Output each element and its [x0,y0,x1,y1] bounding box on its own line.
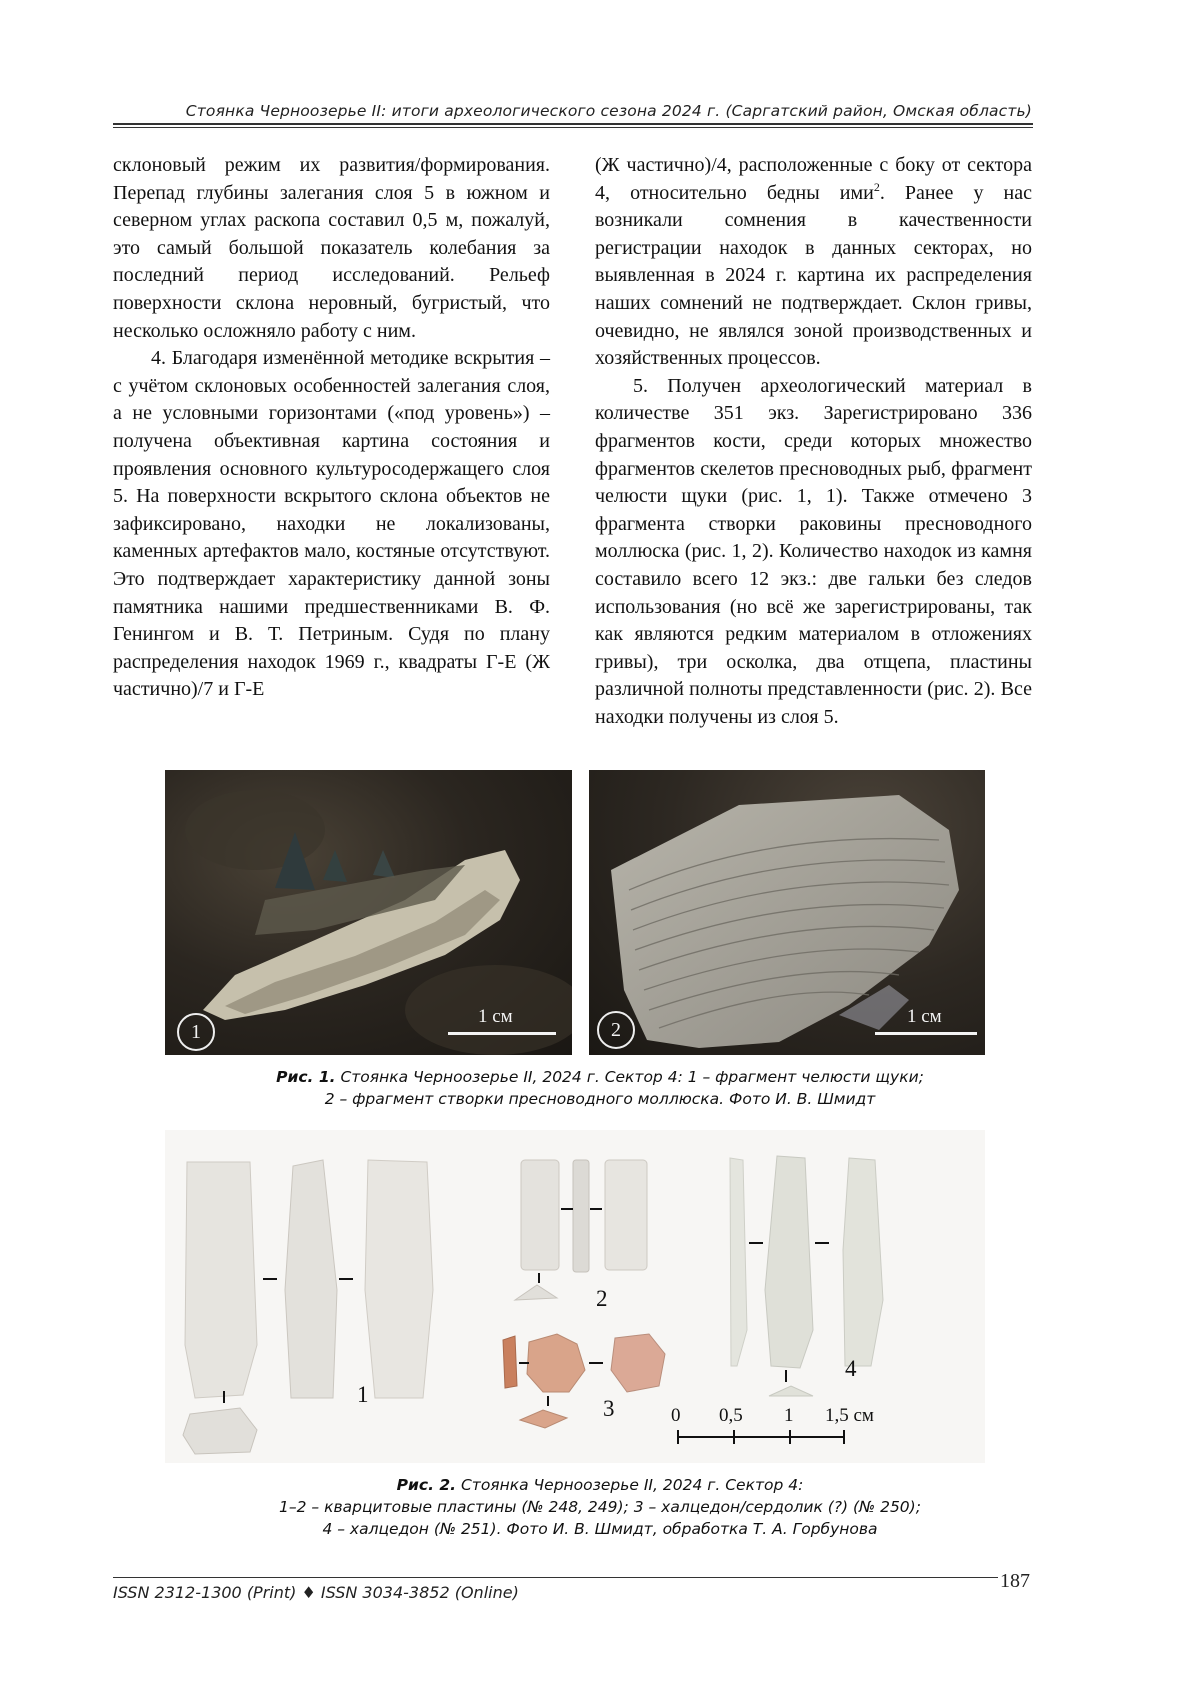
running-header: Стоянка Черноозерье II: итоги археологического сезона 2024 г. (Саргатский район, Омская область) [185,102,1032,120]
scale-tick-0: 0 [671,1405,681,1426]
paragraph-continuation: склоновый режим их развития/формирования. Перепад глубины залегания слоя 5 в южном и северном углах раскопа составил 0,5 м, пожалуй, это самый большой показатель колебания за последний период исследований. Рельеф поверхности склона неровный, бугристый, что несколько осложняло работу с ним. [113,154,550,342]
paragraph-continuation-right [595,152,1032,373]
figure-2-label: Рис. 2. [396,1476,457,1494]
text-before-footnote: (Ж частично)/4, расположенные с боку от сектора 4, относительно бедны ими [595,154,1032,204]
artefact-label-4: 4 [845,1356,857,1381]
paragraph-5: 5. Получен археологический материал в количестве 351 экз. Зарегистрировано 336 фрагментов кости, среди которых множество фрагментов скелетов пресноводных рыб, фрагмент челюсти щуки (рис. 1, 1). Также отмечено 3 фрагмента створки раковины пресноводного моллюска (рис. 1, 2). Количество находок из камня составило всего 12 экз.: две гальки без следов использования (но всё же зарегистрированы, так как являются редким материалом в отложениях гривы), три осколка, два отщепа, пластины различной полноты представленности (рис. 2). Все находки получены из слоя 5. [595,374,1032,728]
issn-footer: ISSN 2312-1300 (Print) ♦ ISSN 3034-3852 (Online) [113,1583,519,1602]
scale-tick-1: 1 [784,1405,794,1426]
scale-bar-2 [875,1032,977,1035]
figure-2-artefacts [165,1130,985,1463]
paragraph-4: 4. Благодаря изменённой методике вскрытия – с учётом склоновых особенностей залегания слоя, а не условными горизонтами («под уровень») – получена объективная картина состояния и проявления основного культуросодержащего слоя 5. На поверхности вскрытого склона объектов не зафиксировано, находки не локализованы, каменных артефактов мало, костяные отсутствуют. Это подтверждает характеристику данной зоны памятника нашими предшественниками В. Ф. Генингом и В. Т. Петриным. Судя по плану распределения находок 1969 г., квадраты Г-Е (Ж частично)/7 и Г-Е [113,347,550,701]
figure-2-caption [150,1474,1050,1540]
figure-1-caption-line2: 2 – фрагмент створки пресноводного моллюска. Фото И. В. Шмидт [324,1090,876,1108]
text-after-footnote: . Ранее у нас возникали сомнения в качественности регистрации находок в данных секторах, но выявленная в 2024 г. картина их распределения наших сомнений не подтверждает. Склон гривы, очевидно, не являлся зоной производственных и хозяйственных процессов. [595,181,1032,370]
figure-number-2: 2 [597,1011,635,1049]
right-column [595,152,1032,731]
figure-1-label: Рис. 1. [276,1068,336,1086]
figure-number-1: 1 [177,1013,215,1051]
figure-2-caption-line3: 4 – халцедон (№ 251). Фото И. В. Шмидт, обработка Т. А. Горбунова [322,1520,878,1538]
scale-label-1: 1 см [478,1006,513,1027]
figure-2-caption-line2: 1–2 – кварцитовые пластины (№ 248, 249); 3 – халцедон/сердолик (?) (№ 250); [279,1498,921,1516]
figure-2-caption-line1: Стоянка Черноозерье II, 2024 г. Сектор 4: [460,1476,804,1494]
header-rule [113,123,1033,128]
footnote-marker[interactable]: 2 [873,179,880,194]
scale-tick-0-5: 0,5 [719,1405,743,1426]
artefact-label-2: 2 [596,1286,608,1311]
scale-label-2: 1 см [907,1006,942,1027]
artefact-label-3: 3 [603,1396,615,1421]
page-number: 187 [1000,1570,1030,1592]
photo-pike-jaw [165,770,572,1055]
figure-1-caption [150,1066,1050,1110]
photo-mollusk-shell [589,770,985,1055]
scale-tick-1-5-cm: 1,5 см [825,1405,874,1426]
left-column [113,152,550,704]
footer-rule [113,1577,998,1578]
artefact-label-1: 1 [357,1382,369,1407]
figure-1-caption-text: Стоянка Черноозерье II, 2024 г. Сектор 4: 1 – фрагмент челюсти щуки; [340,1068,924,1086]
scale-bar-1 [448,1032,556,1035]
